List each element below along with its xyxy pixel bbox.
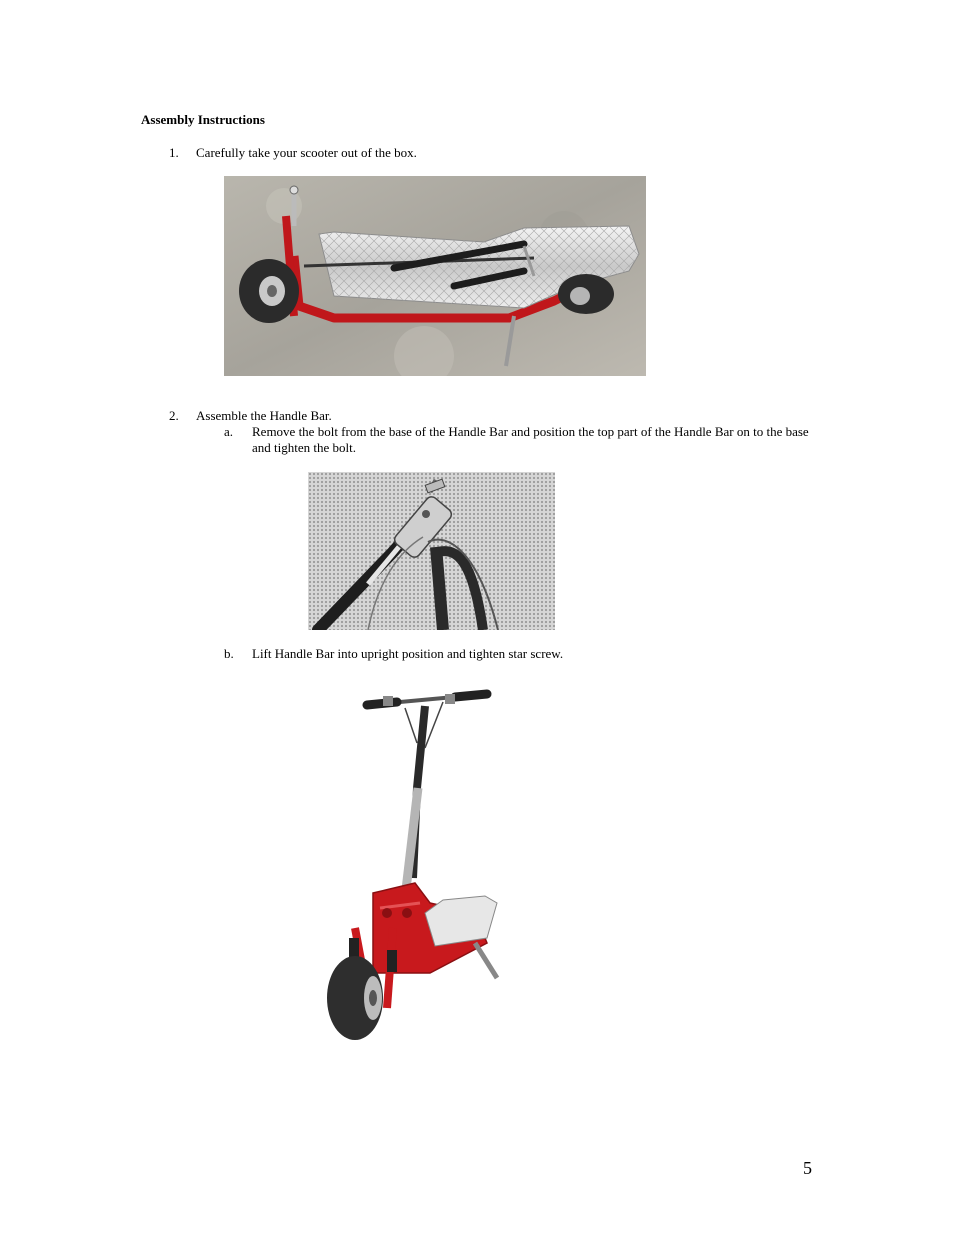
substep-text: Remove the bolt from the base of the Handle Bar and position the top part of the Handle Bar on to the base and tighten the bolt. [252,424,809,455]
handlebar-bolt-photo [308,472,555,630]
step-number: 2. [169,408,179,423]
substep-letter: a. [224,424,234,439]
substep-text: Lift Handle Bar into upright position and tighten star screw. [252,646,564,661]
step-text: Assemble the Handle Bar. [196,408,332,423]
page-number: 5 [803,1158,812,1178]
substep-letter: b. [224,646,234,661]
step-number: 1. [169,145,179,160]
step-text: Carefully take your scooter out of the box. [196,145,417,160]
folded-scooter-photo [224,176,646,376]
upright-scooter-photo [325,688,500,1043]
page-heading: Assembly Instructions [141,112,265,127]
